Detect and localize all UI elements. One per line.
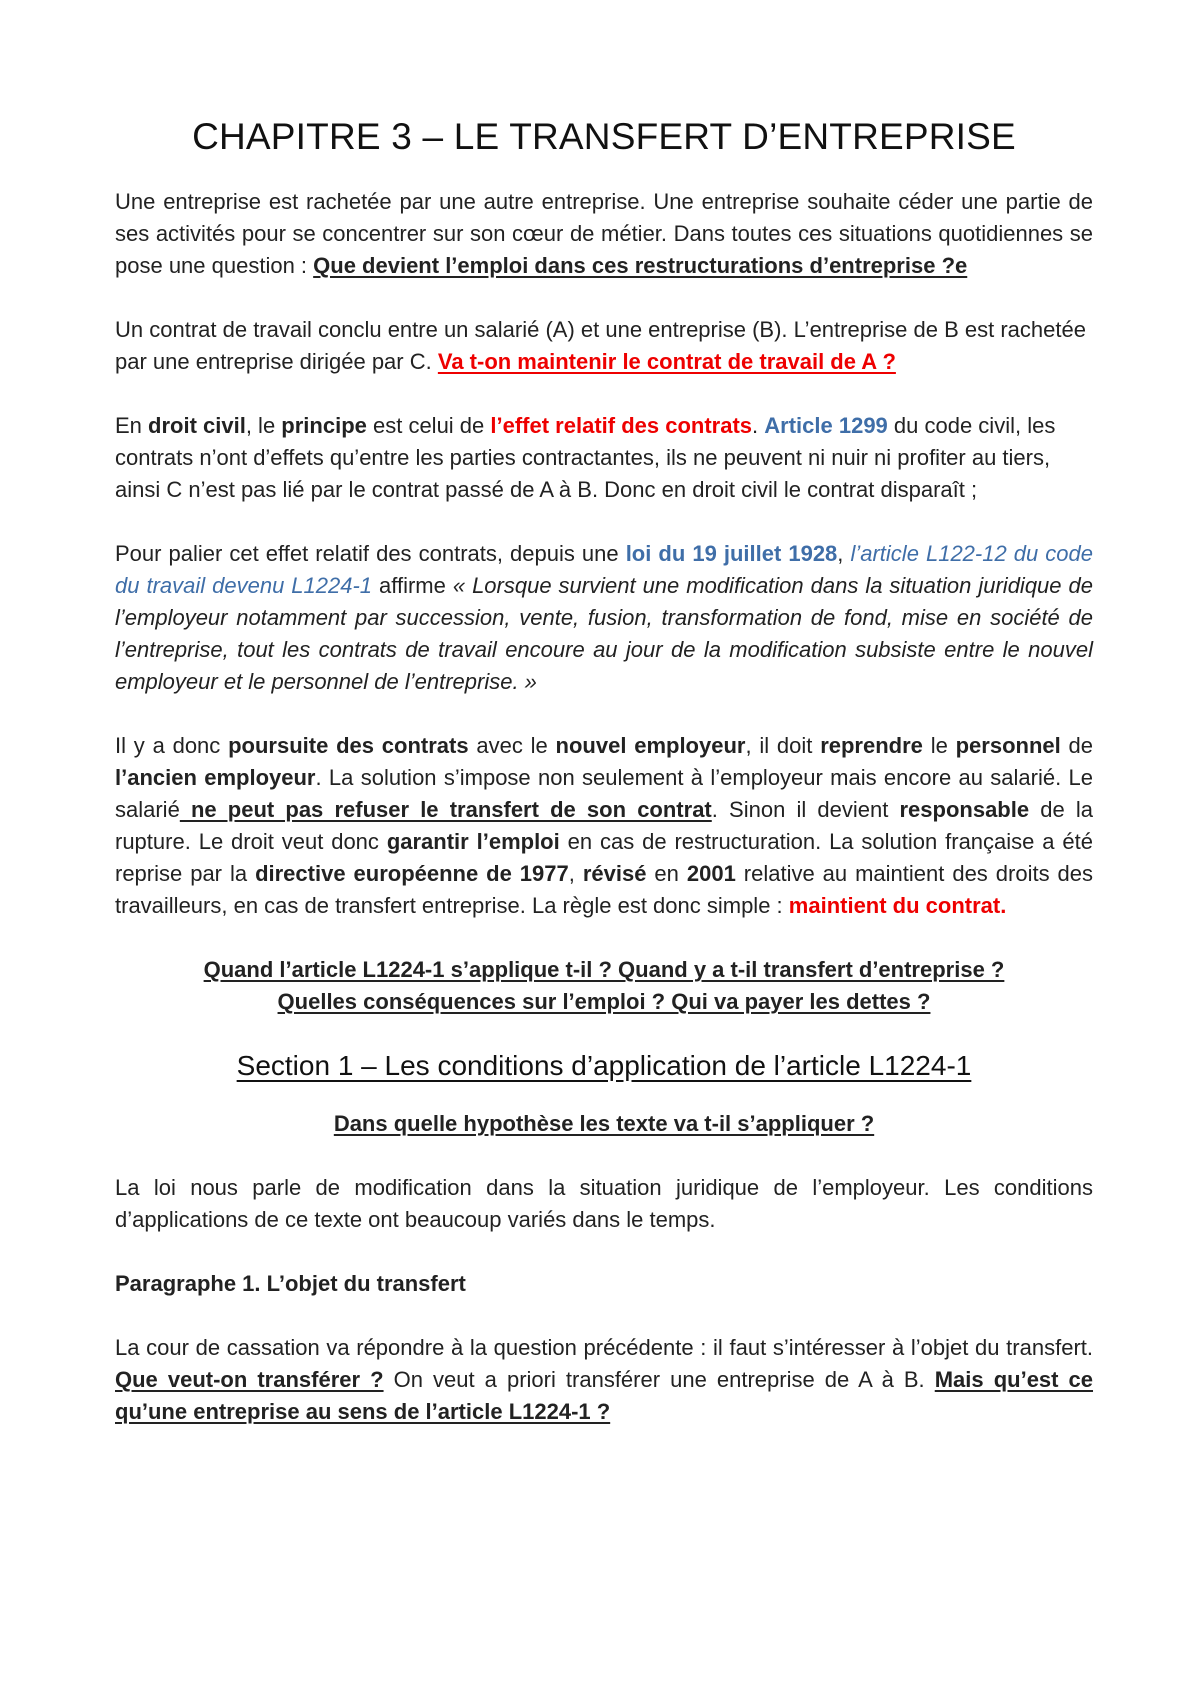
text-span: On veut a priori transférer une entreprise de A à B. [383,1367,935,1392]
year-2001-term: 2001 [686,861,736,886]
directive-term: directive européenne de 1977 [255,861,569,886]
effet-relatif-term: l’effet relatif des contrats [490,413,753,438]
law-1928-paragraph [115,538,1093,698]
paragraphe-1-question-1: Que veut-on transférer ? [115,1367,384,1392]
intro-text: Une entreprise est rachetée par une autre entreprise. Une entreprise souhaite céder une partie de ses activités pour se concentrer sur son cœur de métier. Dans toutes ces situations quotidiennes se pose une question : [115,189,1093,278]
article-quote: « Lorsque survient une modification dans la situation juridique de l’employeur notamment par succession, vente, fusion, transformation de fond, mise en société de l’entreprise, tout les contrats de travail encoure au jour de la modification subsiste entre le nouvel employeur et le personnel de l’entreprise. » [115,573,1093,694]
loi-1928-ref: loi du 19 juillet 1928 [625,541,838,566]
revise-term: révisé [582,861,647,886]
garantir-emploi-term: garantir l’emploi [386,829,560,854]
text-span: Pour palier cet effet relatif des contrats, depuis une [115,541,626,566]
intro-paragraph [115,186,1093,282]
text-span: . La solution s’impose non seulement à l’employeur mais encore au salarié. Le salarié [115,765,1093,822]
text-span: de [1060,733,1093,758]
paragraphe-1-text [115,1332,1093,1428]
section-1-subtitle: Dans quelle hypothèse les texte va t-il s’appliquer ? [333,1111,875,1136]
article-l1224-ref: l’article L122-12 du code du travail devenu L1224-1 [115,541,1093,598]
droit-civil-term: droit civil [148,413,246,438]
chapter-title: CHAPITRE 3 – LE TRANSFERT D’ENTREPRISE [192,116,1016,157]
ancien-employeur-term: l’ancien employeur [115,765,316,790]
text-span: Il y a donc [115,733,229,758]
intro-question: Que devient l’emploi dans ces restructurations d’entreprise ?e [313,253,968,278]
text-span: affirme [372,573,453,598]
text-span: le [922,733,956,758]
civil-law-paragraph [115,410,1093,506]
consequence-paragraph [115,730,1093,922]
paragraphe-1-title: Paragraphe 1. L’objet du transfert [115,1271,466,1296]
text-span: , le [245,413,282,438]
questions-line-1: Quand l’article L1224-1 s’applique t-il ? Quand y a t-il transfert d’entreprise ? [203,957,1005,982]
text-span: du code civil, les contrats n’ont d’effets qu’entre les parties contractantes, ils ne peuvent ni nuir ni profiter au tiers, ainsi C n’est pas lié par le contrat passé de A à B. Donc en droit civil le contrat disparaît ; [115,413,1056,502]
text-span: relative au maintient des droits des travailleurs, en cas de transfert entreprise. La règle est donc simple : [115,861,1093,918]
responsable-term: responsable [899,797,1030,822]
text-span: , [837,541,851,566]
text-span: La cour de cassation va répondre à la question précédente : il faut s’intéresser à l’objet du transfert. [115,1335,1093,1360]
personnel-term: personnel [955,733,1061,758]
text-span: de la rupture. Le droit veut donc [115,797,1093,854]
document-page [115,116,1093,1428]
paragraphe-1-question-2: Mais qu’est ce qu’une entreprise au sens de l’article L1224-1 ? [115,1367,1094,1424]
nouvel-employeur-term: nouvel employeur [555,733,746,758]
text-span: en cas de restructuration. La solution française a été reprise par la [115,829,1093,886]
poursuite-term: poursuite des contrats [228,733,469,758]
example-paragraph [115,314,1093,378]
refuser-transfert-term: ne peut pas refuser le transfert de son contrat [179,797,712,822]
example-question: Va t-on maintenir le contrat de travail de A ? [437,349,896,374]
text-span: En [115,413,149,438]
section-1-title: Section 1 – Les conditions d’application de l’article L1224-1 [236,1050,972,1081]
example-text: Un contrat de travail conclu entre un salarié (A) et une entreprise (B). L’entreprise de B est rachetée par une entreprise dirigée par C. [115,317,1086,374]
text-span: . [752,413,765,438]
text-span: , il doit [745,733,821,758]
text-span: en [646,861,687,886]
maintient-contrat-term: maintient du contrat. [788,893,1007,918]
article-1299-ref: Article 1299 [764,413,888,438]
reprendre-term: reprendre [820,733,923,758]
principe-term: principe [281,413,367,438]
text-span: avec le [468,733,556,758]
text-span: est celui de [366,413,491,438]
questions-line-2: Quelles conséquences sur l’emploi ? Qui va payer les dettes ? [277,989,931,1014]
section-1-text: La loi nous parle de modification dans la situation juridique de l’employeur. Les conditions d’applications de ce texte ont beaucoup variés dans le temps. [115,1175,1093,1232]
text-span: , [568,861,583,886]
text-span: . Sinon il devient [711,797,900,822]
